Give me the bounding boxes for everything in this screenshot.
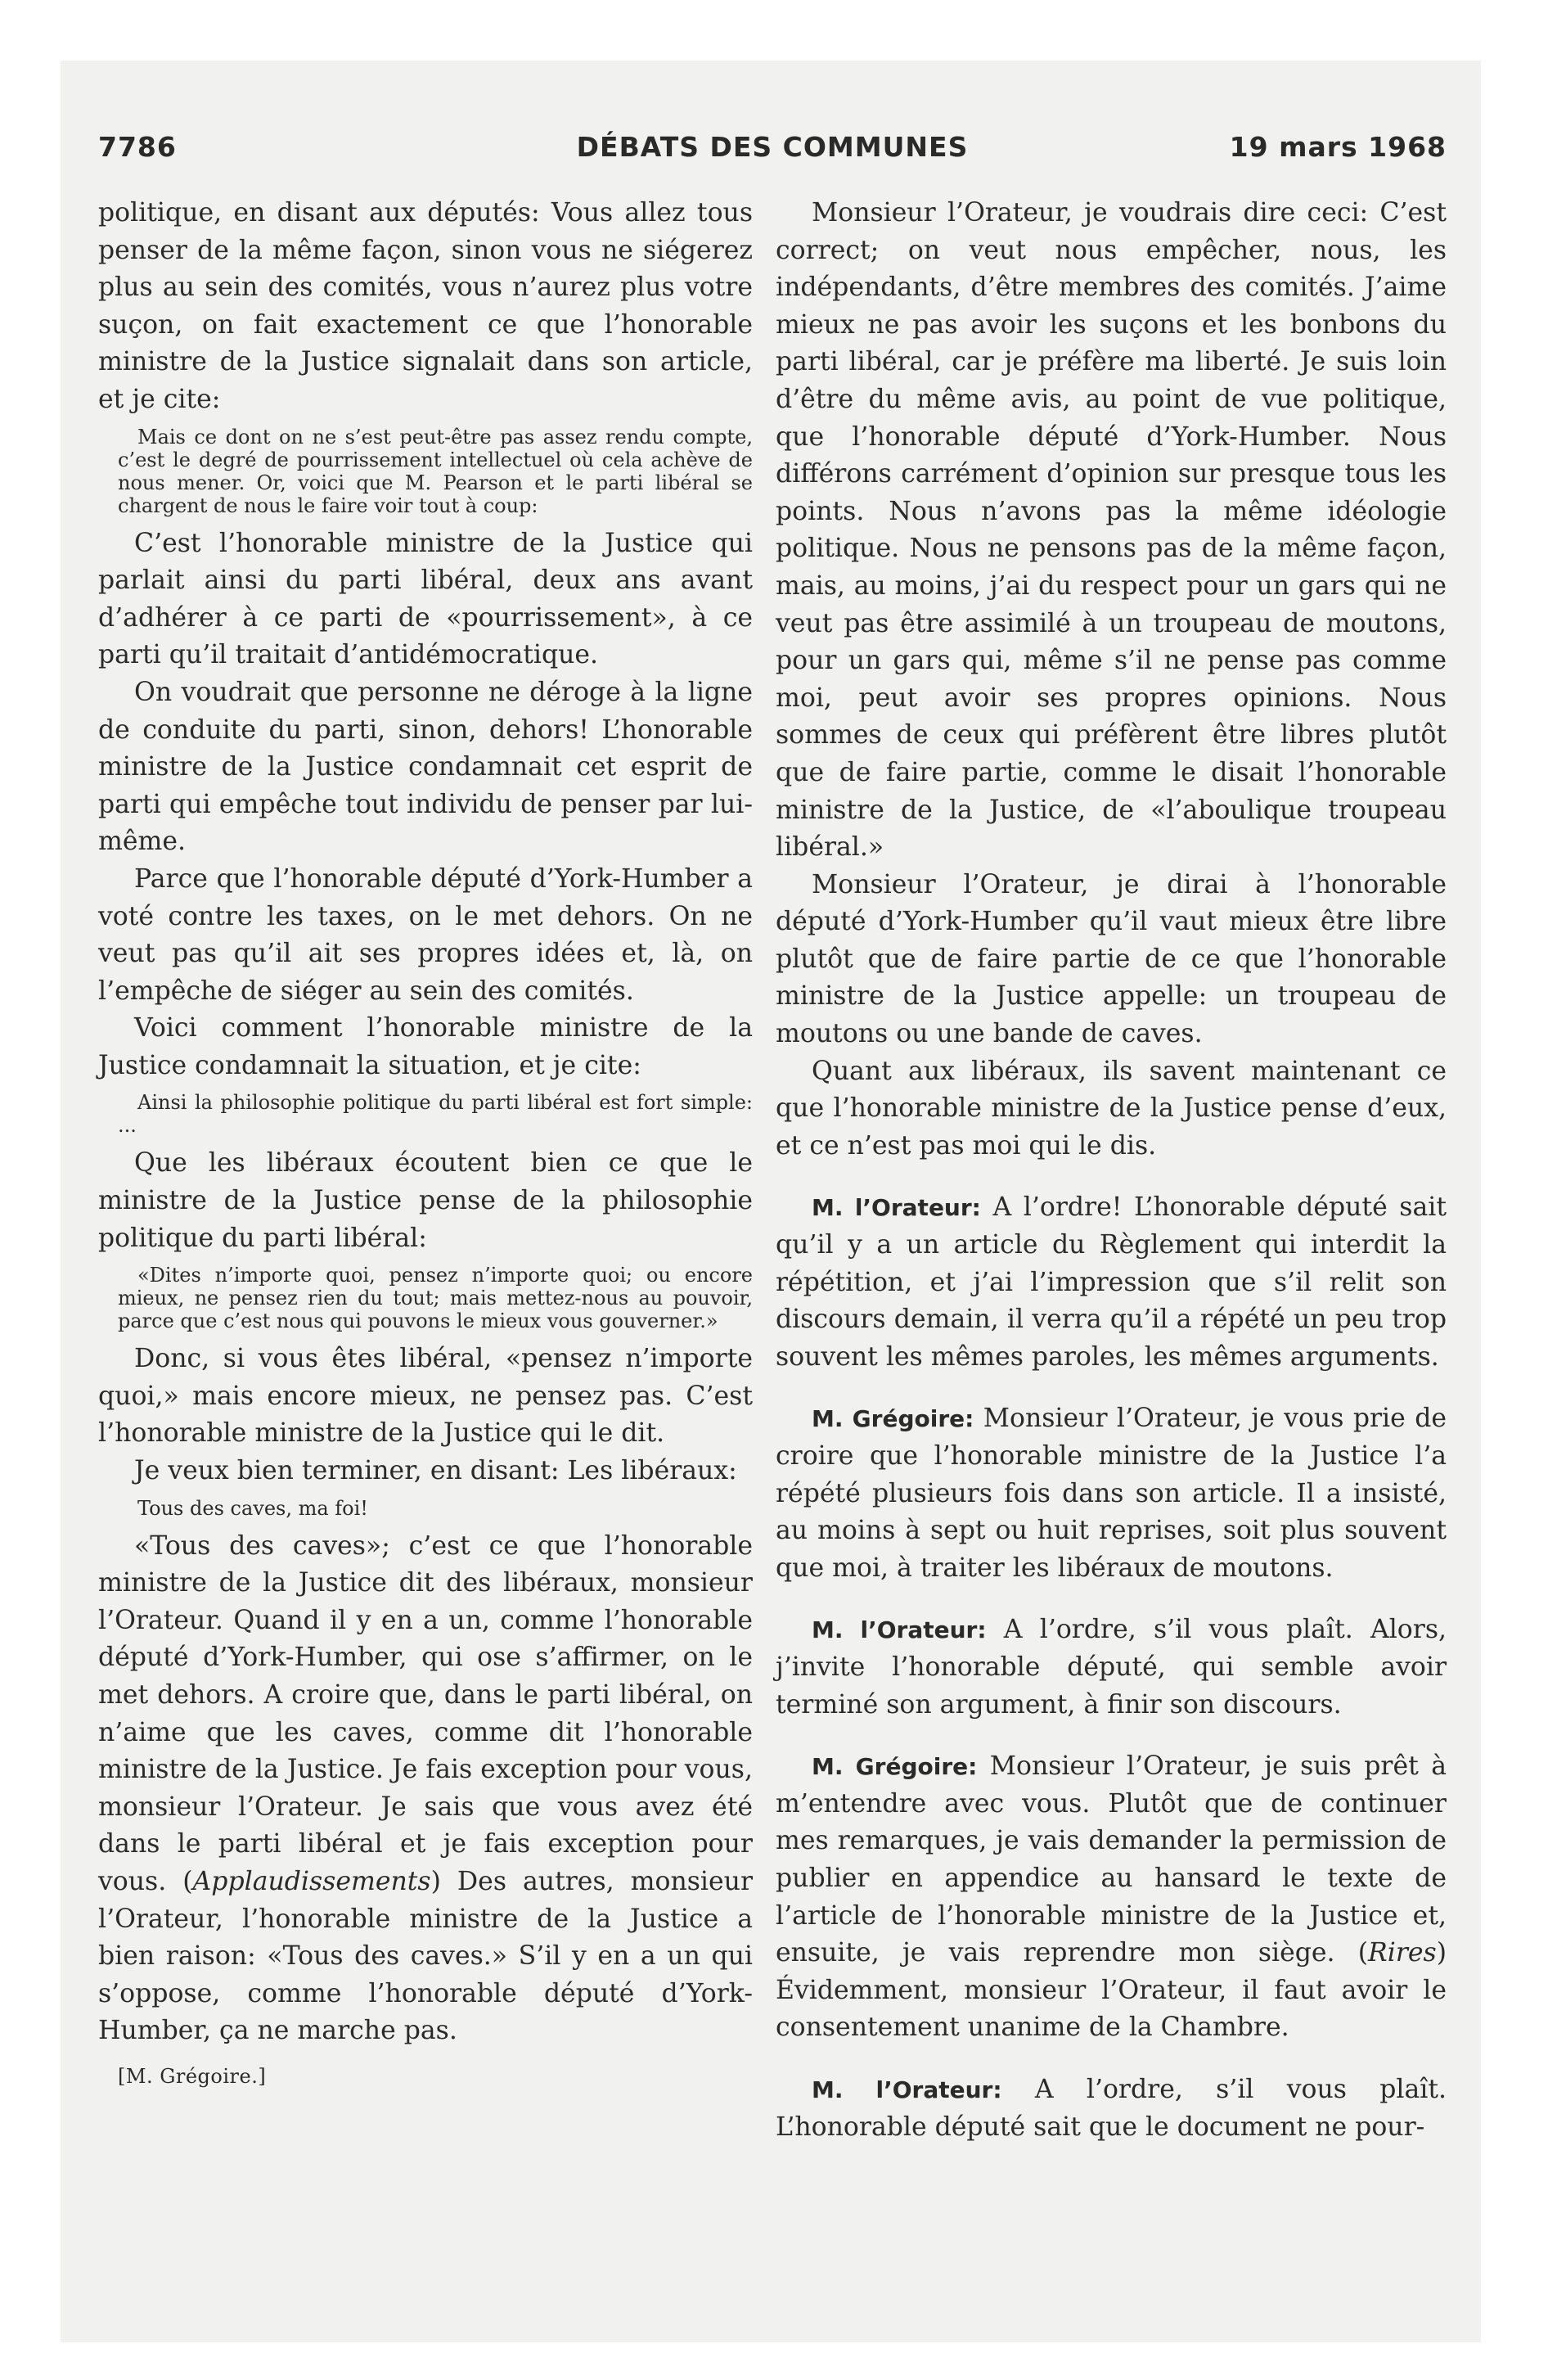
- speaker-name: M. Grégoire:: [812, 1753, 978, 1781]
- paragraph: [98, 1528, 753, 2050]
- speaker-name: M. l’Orateur:: [812, 2076, 1002, 2103]
- stage-direction: Rires: [1368, 1938, 1437, 1968]
- page-header: [98, 131, 1447, 180]
- text-run: ) Des autres, monsieur l’Orateur, l’honorable ministre de la Justice a bien raison: «Tous des caves.» S’il y en a un qui s’oppose, comme l’honorable député d’York-Humber, ça ne marche pas.: [98, 1866, 753, 2046]
- paragraph: politique, en disant aux députés: Vous allez tous penser de la même façon, sinon vous ne siégerez plus au sein des comités, vous n’aurez plus votre suçon, on fait exactement ce que l’honorable ministre de la Justice signalait dans son article, et je cite:: [98, 198, 753, 414]
- speaker-name: M. l’Orateur:: [812, 1616, 987, 1644]
- speaker-name: M. Grégoire:: [812, 1405, 974, 1433]
- page-number: 7786: [98, 131, 177, 163]
- speech-text: A l’ordre, s’il vous plaît. L’honorable député sait que le document ne pour-: [776, 2074, 1447, 2142]
- block-quote: Mais ce dont on ne s’est peut-être pas assez rendu compte, c’est le degré de pourrissement intellectuel où cela achève de nous mener. Or, voici que M. Pearson et le parti libéral se chargent de nous le faire voir tout à coup:: [118, 425, 753, 517]
- block-quote: Tous des caves, ma foi!: [137, 1496, 368, 1520]
- publication-title: DÉBATS DES COMMUNES: [576, 131, 969, 163]
- speech-entry: [776, 1400, 1447, 1587]
- right-column: [776, 195, 1447, 2146]
- speech-text: A l’ordre, s’il vous plaît. Alors, j’invite l’honorable député, qui semble avoir terminé son argument, à finir son discours.: [776, 1615, 1447, 1720]
- speech-text: Monsieur l’Orateur, je vous prie de croire que l’honorable ministre de la Justice l’a répété plusieurs fois dans son article. Il a insisté, au moins à sept ou huit reprises, soit plus souvent que moi, à traiter les libéraux de moutons.: [776, 1404, 1447, 1583]
- left-column: [98, 195, 753, 2088]
- speech-entry: [776, 2071, 1447, 2146]
- speaker-attribution: [M. Grégoire.]: [118, 2064, 267, 2088]
- block-quote: Ainsi la philosophie politique du parti libéral est fort simple: ...: [118, 1091, 753, 1138]
- paragraph: Que les libéraux écoutent bien ce que le ministre de la Justice pense de la philosophie politique du parti libéral:: [98, 1148, 753, 1253]
- paragraph: Donc, si vous êtes libéral, «pensez n’importe quoi,» mais encore mieux, ne pensez pas. C’est l’honorable ministre de la Justice qui le dit.: [98, 1344, 753, 1449]
- speech-entry: [776, 1189, 1447, 1376]
- speech-entry: [776, 1748, 1447, 2047]
- paragraph: Parce que l’honorable député d’York-Humber a voté contre les taxes, on le met dehors. On ne veut pas qu’il ait ses propres idées et, là, on l’empêche de siéger au sein des comités.: [98, 863, 753, 1006]
- page-date: 19 mars 1968: [1229, 131, 1447, 163]
- paragraph: Quant aux libéraux, ils savent maintenant ce que l’honorable ministre de la Justice pense d’eux, et ce n’est pas moi qui le dis.: [776, 1056, 1447, 1161]
- text-run: «Tous des caves»; c’est ce que l’honorable ministre de la Justice dit des libéraux, monsieur l’Orateur. Quand il y en a un, comme l’honorable député d’York-Humber, qui ose s’affirmer, on le met dehors. A croire que, dans le parti libéral, on n’aime que les caves, comme dit l’honorable ministre de la Justice. Je fais exception pour vous, monsieur l’Orateur. Je sais que vous avez été dans le parti libéral et je fais exception pour vous. (: [98, 1530, 753, 1896]
- block-quote: «Dites n’importe quoi, pensez n’importe quoi; ou encore mieux, ne pensez rien du tout; mais mettez-nous au pouvoir, parce que c’est nous qui pouvons le mieux vous gouverner.»: [118, 1264, 753, 1333]
- paragraph: On voudrait que personne ne déroge à la ligne de conduite du parti, sinon, dehors! L’honorable ministre de la Justice condamnait cet esprit de parti qui empêche tout individu de penser par lui-même.: [98, 677, 753, 857]
- speech-text: A l’ordre! L’honorable député sait qu’il y a un article du Règlement qui interdit la répétition, et j’ai l’impression que s’il relit son discours demain, il verra qu’il a répété un peu trop souvent les mêmes paroles, les mêmes arguments.: [776, 1192, 1447, 1372]
- paragraph: Monsieur l’Orateur, je dirai à l’honorable député d’York-Humber qu’il vaut mieux être libre plutôt que de faire partie de ce que l’honorable ministre de la Justice appelle: un troupeau de moutons ou une bande de caves.: [776, 869, 1447, 1049]
- speech-text: Monsieur l’Orateur, je suis prêt à m’entendre avec vous. Plutôt que de continuer mes remarques, je vais demander la permission de publier en appendice au hansard le texte de l’article de l’honorable ministre de la Justice et, ensuite, je vais reprendre mon siège. (: [776, 1751, 1447, 1968]
- paragraph: Monsieur l’Orateur, je voudrais dire ceci: C’est correct; on veut nous empêcher, nous, les indépendants, d’être membres des comités. J’aime mieux ne pas avoir les suçons et les bonbons du parti libéral, car je préfère ma liberté. Je suis loin d’être du même avis, au point de vue politique, que l’honorable député d’York-Humber. Nous différons carrément d’opinion sur presque tous les points. Nous n’avons pas la même idéologie politique. Nous ne pensons pas de la même façon, mais, au moins, j’ai du respect pour un gars qui ne veut pas être assimilé à un troupeau de moutons, pour un gars qui, même s’il ne pense pas comme moi, peut avoir ses propres opinions. Nous sommes de ceux qui préfèrent être libres plutôt que de faire partie, comme le disait l’honorable ministre de la Justice, de «l’aboulique troupeau libéral.»: [776, 198, 1447, 863]
- paragraph: C’est l’honorable ministre de la Justice qui parlait ainsi du parti libéral, deux ans avant d’adhérer à ce parti de «pourrissement», à ce parti qu’il traitait d’antidémocratique.: [98, 528, 753, 670]
- paragraph: Je veux bien terminer, en disant: Les libéraux:: [134, 1456, 737, 1486]
- paragraph: Voici comment l’honorable ministre de la Justice condamnait la situation, et je cite:: [98, 1013, 753, 1080]
- speech-entry: [776, 1611, 1447, 1724]
- speech-text: ) Évidemment, monsieur l’Orateur, il faut avoir le consentement unanime de la Chambre.: [776, 1938, 1447, 2043]
- speaker-name: M. l’Orateur:: [812, 1194, 981, 1222]
- stage-direction: Applaudissements: [192, 1866, 431, 1896]
